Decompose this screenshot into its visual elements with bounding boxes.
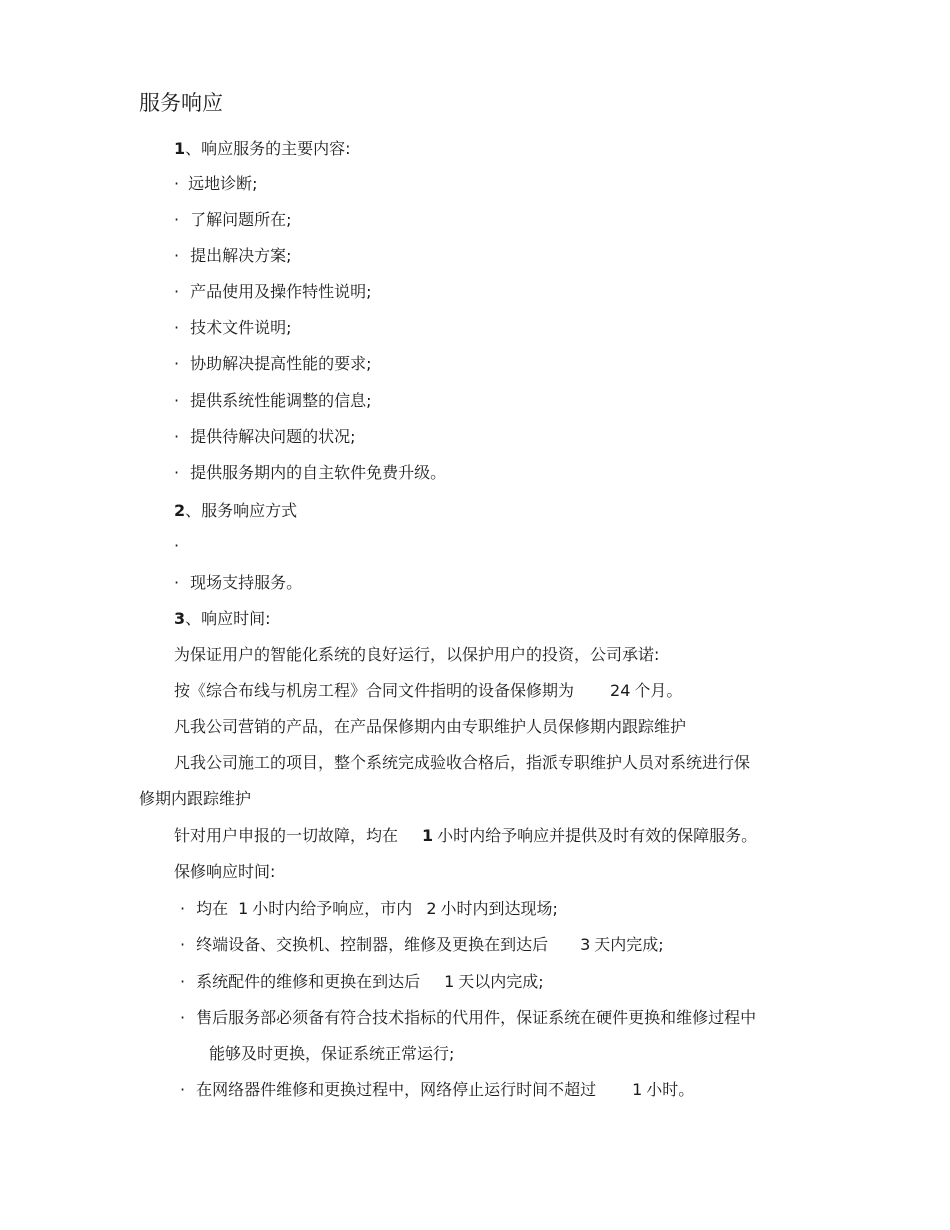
list-item-text: 小时。 (646, 1080, 695, 1099)
list-item (180, 971, 544, 993)
list-item-text: 售后服务部必须备有符合技术指标的代用件，保证系统在硬件更换和维修过程中 (196, 1008, 757, 1027)
list-item-text: 小时内到达现场; (440, 899, 558, 918)
list-item-text: 远地诊断; (188, 174, 258, 193)
page-title: 服务响应 (139, 91, 223, 115)
list-item-text: 技术文件说明; (190, 318, 292, 337)
paragraph: 凡我公司施工的项目，整个系统完成验收合格后，指派专职维护人员对系统进行保 (174, 753, 751, 772)
list-item-text: 天内完成; (594, 935, 664, 954)
section-heading-text: 、服务响应方式 (185, 501, 298, 520)
list-item (174, 317, 292, 339)
list-item-text: 小时内给予响应，市内 (252, 899, 413, 918)
bullet-icon: · (174, 391, 180, 410)
list-item (174, 281, 372, 303)
list-item-text: 现场支持服务。 (190, 573, 303, 592)
paragraph (174, 680, 682, 702)
list-item (174, 245, 292, 267)
paragraph: 凡我公司营销的产品，在产品保修期内由专职维护人员保修期内跟踪维护 (174, 717, 687, 736)
list-item (174, 572, 302, 594)
list-item (174, 390, 372, 412)
list-item-text: 1 (444, 972, 455, 991)
bullet-icon: · (174, 210, 180, 229)
paragraph-text: 按《综合布线与机房工程》合同文件指明的设备保修期为 (174, 681, 575, 700)
section-number: 3 (174, 609, 186, 628)
list-item (174, 353, 372, 375)
bullet-icon: · (174, 282, 180, 301)
list-item-text: 2 (426, 899, 437, 918)
section-heading-2 (174, 500, 297, 522)
list-item (180, 934, 664, 956)
paragraph-text: 小时内给予响应并提供及时有效的保障服务。 (437, 826, 758, 845)
section-heading-text: 、响应服务的主要内容: (185, 139, 351, 158)
bullet-icon: · (174, 463, 180, 482)
list-item (180, 1007, 756, 1029)
bullet-icon: · (180, 1080, 186, 1099)
bullet-icon: · (174, 174, 180, 193)
section-heading-text: 、响应时间: (185, 609, 271, 628)
list-item-text: 系统配件的维修和更换在到达后 (196, 972, 421, 991)
paragraph (174, 825, 757, 847)
list-item (174, 426, 356, 448)
list-item-text: 提供待解决问题的状况; (190, 427, 356, 446)
list-item (174, 535, 179, 557)
bullet-icon: · (174, 318, 180, 337)
list-item-text: 在网络器件维修和更换过程中，网络停止运行时间不超过 (196, 1080, 597, 1099)
response-hours: 1 (422, 826, 434, 845)
list-item-text: 1 (632, 1080, 643, 1099)
paragraph: 为保证用户的智能化系统的良好运行，以保护用户的投资，公司承诺: (174, 645, 660, 664)
list-item-text: 1 (238, 899, 249, 918)
list-item (180, 898, 558, 920)
bullet-icon: · (180, 935, 186, 954)
paragraph-text: 针对用户申报的一切故障，均在 (174, 826, 399, 845)
list-item-text: 终端设备、交换机、控制器，维修及更换在到达后 (196, 935, 549, 954)
list-item-text: 协助解决提高性能的要求; (190, 354, 372, 373)
bullet-icon: · (174, 536, 180, 555)
section-number: 2 (174, 501, 186, 520)
list-item-continuation: 能够及时更换，保证系统正常运行; (209, 1044, 455, 1063)
list-item-text: 天以内完成; (458, 972, 544, 991)
list-item-text: 了解问题所在; (190, 210, 292, 229)
paragraph-text: 个月。 (634, 681, 683, 700)
section-heading-3 (174, 608, 271, 630)
bullet-icon: · (180, 1008, 186, 1027)
list-item-text: 3 (580, 935, 591, 954)
bullet-icon: · (174, 246, 180, 265)
bullet-icon: · (180, 972, 186, 991)
list-item (174, 209, 292, 231)
section-number: 1 (174, 139, 186, 158)
bullet-icon: · (180, 899, 186, 918)
list-item-text: 提供服务期内的自主软件免费升级。 (190, 463, 447, 482)
paragraph: 保修响应时间: (174, 862, 276, 881)
bullet-icon: · (174, 427, 180, 446)
list-item (174, 462, 446, 484)
list-item (180, 1079, 694, 1101)
paragraph: 修期内跟踪维护 (139, 789, 252, 808)
list-item-text: 均在 (196, 899, 229, 918)
list-item-text: 提出解决方案; (190, 246, 292, 265)
section-heading-1 (174, 138, 351, 160)
bullet-icon: · (174, 354, 180, 373)
warranty-months: 24 (610, 681, 631, 700)
list-item-text: 产品使用及操作特性说明; (190, 282, 372, 301)
list-item-text: 提供系统性能调整的信息; (190, 391, 372, 410)
list-item (174, 173, 258, 195)
bullet-icon: · (174, 573, 180, 592)
